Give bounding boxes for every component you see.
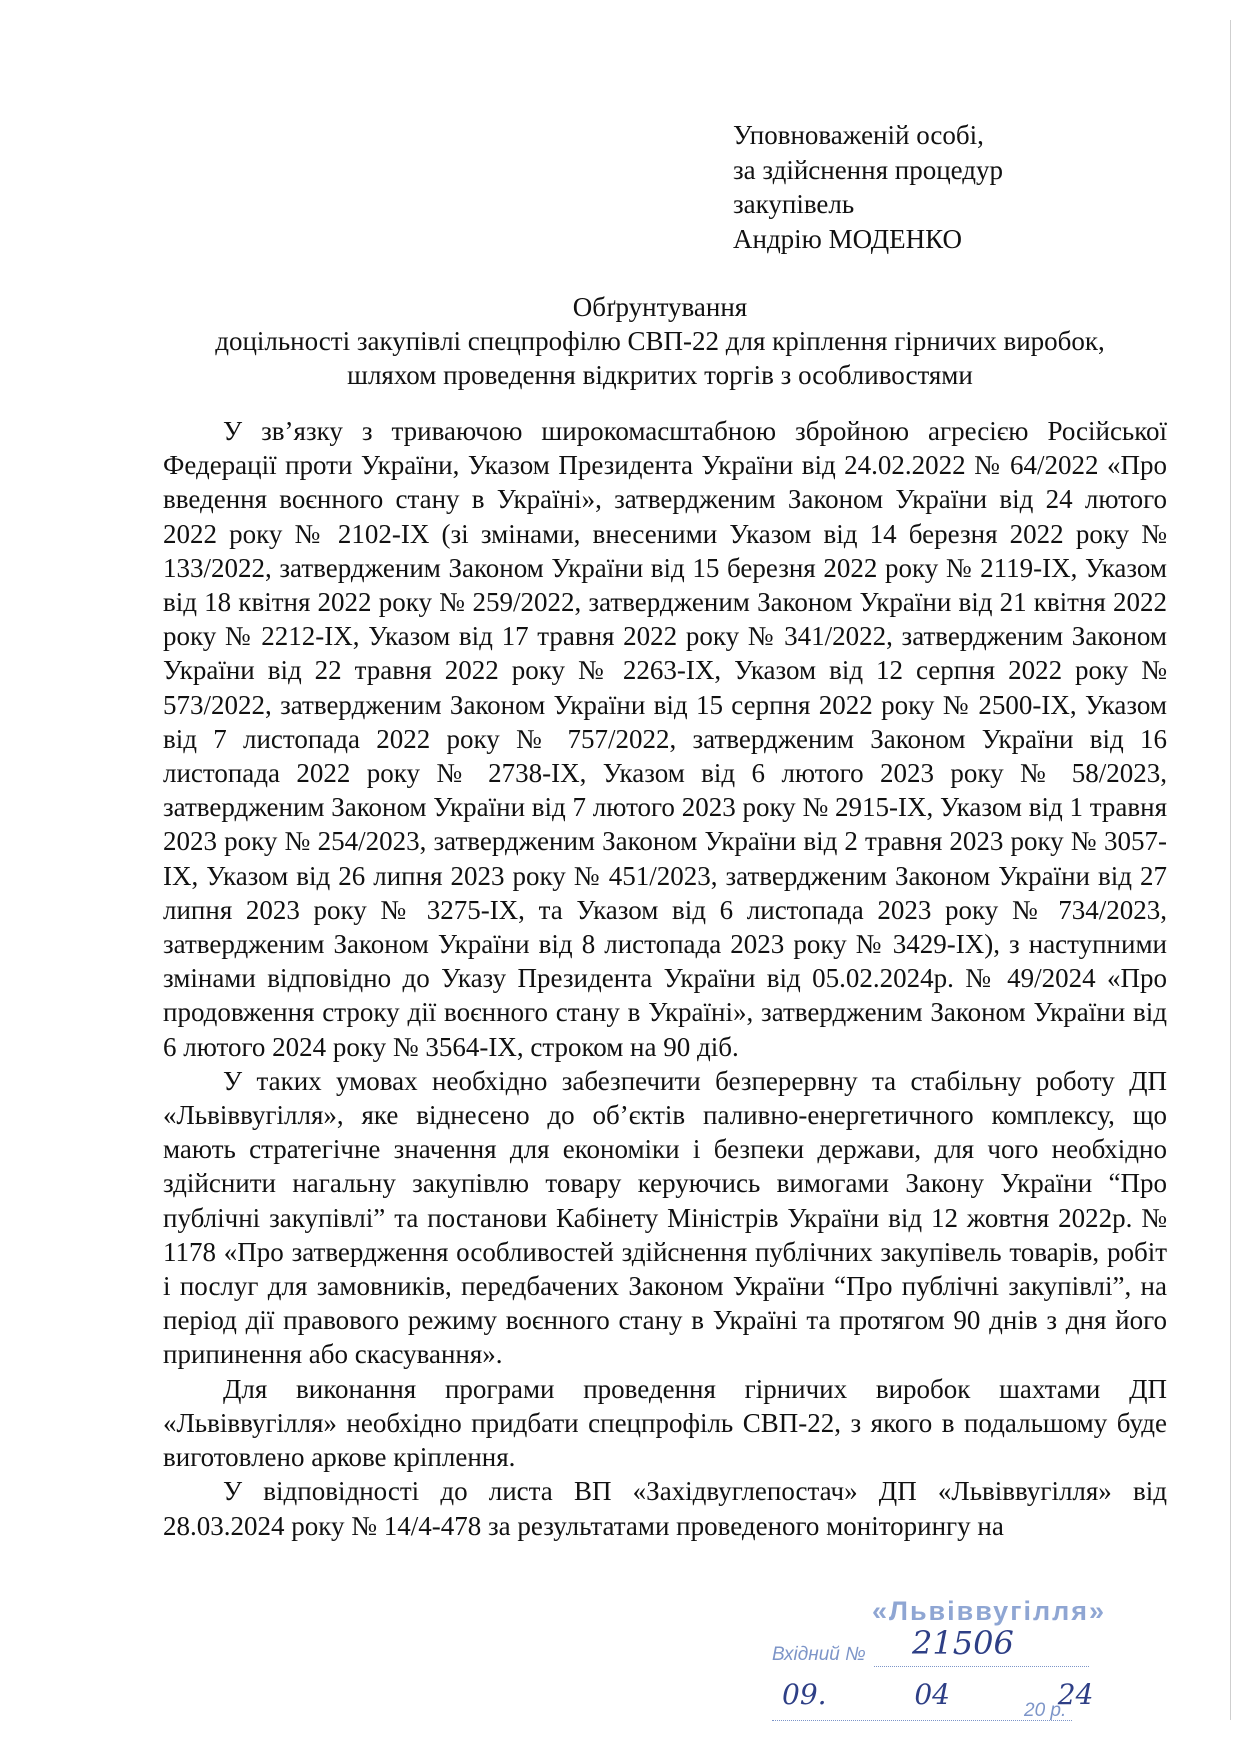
addressee-line: закупівель xyxy=(733,189,855,219)
addressee-line: Уповноваженій особі, xyxy=(733,120,984,150)
stamp-year-suffix: 20 р. xyxy=(1024,1700,1067,1721)
title-line: шляхом проведення відкритих торгів з особливостями xyxy=(347,360,973,390)
addressee-block xyxy=(733,118,1003,256)
document-body xyxy=(163,414,1167,1543)
scan-edge-line xyxy=(1230,20,1231,1720)
body-paragraph: У таких умовах необхідно забезпечити безперервну та стабільну роботу ДП «Львіввугілля», яке віднесено до об’єктів паливно-енергетичного комплексу, що мають стратегічне значення для економіки і безпеки держави, для чого необхідно здійснити нагальну закупівлю товару керуючись вимогами Закону України “Про публічні закупівлі” та постанови Кабінету Міністрів України від 12 жовтня 2022р. № 1178 «Про затвердження особливостей здійснення публічних закупівель товарів, робіт і послуг для замовників, передбачених Законом України “Про публічні закупівлі”, на період дії правового режиму воєнного стану в Україні та протягом 90 днів з дня його припинення або скасування». xyxy=(163,1065,1167,1370)
addressee-line: за здійснення процедур xyxy=(733,154,1004,185)
incoming-registration-stamp xyxy=(762,1588,1107,1753)
title-line: Обґрунтування xyxy=(572,292,748,322)
body-paragraph: Для виконання програми проведення гірничих виробок шахтами ДП «Львіввугілля» необхідно придбати спецпрофіль СВП-22, з якого в подальшому буде виготовлено аркове кріплення. xyxy=(163,1373,1167,1473)
body-paragraph: У відповідності до листа ВП «Західвуглепостач» ДП «Львіввугілля» від 28.03.2024 року № 14/4-478 за результатами проведеного моніторингу на xyxy=(163,1476,1167,1541)
stamp-number-line xyxy=(874,1666,1089,1667)
title-line: доцільності закупівлі спецпрофілю СВП-22 для кріплення гірничих виробок, xyxy=(215,326,1105,356)
stamp-date-month: 04 xyxy=(914,1678,950,1711)
stamp-handwritten-number: 21506 xyxy=(912,1624,1014,1662)
addressee-name: Андрію МОДЕНКО xyxy=(733,223,963,254)
stamp-organization: «Львіввугілля» xyxy=(872,1596,1107,1626)
document-title xyxy=(150,290,1170,392)
body-paragraph: У зв’язку з триваючою широкомасштабною збройною агресією Російської Федерації проти України, Указом Президента України від 24.02.2022 № 64/2022 «Про введення воєнного стану в Україні», затвердженим Законом України від 24 лютого 2022 року № 2102-IX (зі змінами, внесеними Указом від 14 березня 2022 року № 133/2022, затвердженим Законом України від 15 березня 2022 року № 2119-IX, Указом від 18 квітня 2022 року № 259/2022, затвердженим Законом України від 21 квітня 2022 року № 2212-IX, Указом від 17 травня 2022 року № 341/2022, затвердженим Законом України від 22 травня 2022 року № 2263-IX, Указом від 12 серпня 2022 року № 573/2022, затвердженим Законом України від 15 серпня 2022 року № 2500-IX, Указом від 7 листопада 2022 року № 757/2022, затвердженим Законом України від 16 листопада 2022 року № 2738-IX, Указом від 6 лютого 2023 року № 58/2023, затвердженим Законом України від 7 лютого 2023 року № 2915-IX, Указом від 1 травня 2023 року № 254/2023, затвердженим Законом України від 2 травня 2023 року № 3057-IX, Указом від 26 липня 2023 року № 451/2023, затвердженим Законом України від 27 липня 2023 року № 3275-IX, та Указом від 6 листопада 2023 року № 734/2023, затвердженим Законом України від 8 листопада 2023 року № 3429-IX), з наступними змінами відповідно до Указу Президента України від 05.02.2024р. № 49/2024 «Про продовження строку дії воєнного стану в Україні», затвердженим Законом України від 6 лютого 2024 року № 3564-IX, строком на 90 діб. xyxy=(163,416,1167,1062)
stamp-date-day: 09. xyxy=(782,1678,827,1711)
stamp-incoming-label: Вхідний № xyxy=(772,1644,866,1665)
stamp-date-year: 24 xyxy=(1057,1678,1094,1711)
